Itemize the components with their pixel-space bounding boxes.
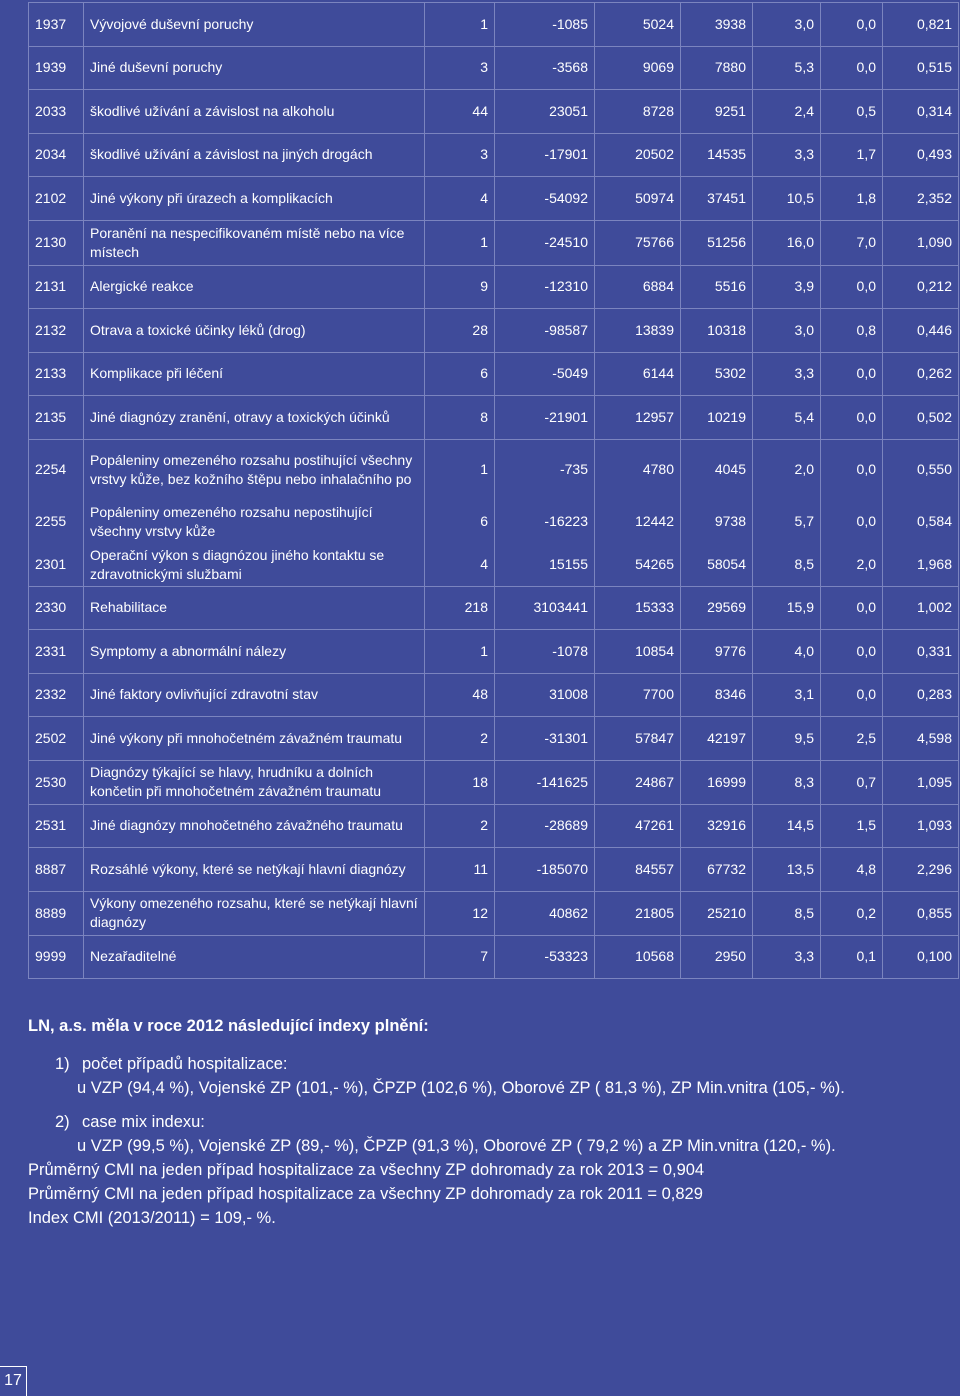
value-cell-c7: 1,968 xyxy=(883,543,959,586)
value-cell-c5: 4,0 xyxy=(753,630,821,674)
value-cell-c3: 50974 xyxy=(595,177,681,221)
value-cell-c2: 3103441 xyxy=(495,586,595,630)
drg-code-cell: 2531 xyxy=(29,804,84,848)
value-cell-c7: 4,598 xyxy=(883,717,959,761)
value-cell-c5: 3,3 xyxy=(753,935,821,979)
table-row xyxy=(29,586,959,630)
cmi-index-line: Index CMI (2013/2011) = 109,- %. xyxy=(28,1209,276,1227)
table-row xyxy=(29,630,959,674)
value-cell-c6: 1,5 xyxy=(821,804,883,848)
table-row xyxy=(29,3,959,47)
value-cell-c6: 0,7 xyxy=(821,760,883,804)
page-number: 17 xyxy=(0,1366,27,1396)
table-row xyxy=(29,265,959,309)
value-cell-c3: 8728 xyxy=(595,90,681,134)
table-row xyxy=(29,177,959,221)
drg-code-cell: 2135 xyxy=(29,396,84,440)
value-cell-c7: 0,446 xyxy=(883,309,959,353)
drg-name-cell: Rozsáhlé výkony, které se netýkají hlavní diagnózy xyxy=(84,848,425,892)
value-cell-c6: 1,8 xyxy=(821,177,883,221)
drg-code-cell: 2332 xyxy=(29,673,84,717)
drg-name-cell: Jiné výkony při úrazech a komplikacích xyxy=(84,177,425,221)
value-cell-c6: 0,0 xyxy=(821,46,883,90)
value-cell-c2: -17901 xyxy=(495,133,595,177)
item-hospitalization xyxy=(55,1052,928,1100)
drg-code-cell: 8889 xyxy=(29,891,84,935)
value-cell-c1: 12 xyxy=(425,891,495,935)
value-cell-c5: 3,0 xyxy=(753,309,821,353)
drg-code-cell: 2130 xyxy=(29,220,84,265)
summary-text xyxy=(28,1014,928,1230)
value-cell-c6: 0,0 xyxy=(821,586,883,630)
value-cell-c6: 0,5 xyxy=(821,90,883,134)
value-cell-c2: -5049 xyxy=(495,352,595,396)
value-cell-c7: 0,855 xyxy=(883,891,959,935)
value-cell-c2: -28689 xyxy=(495,804,595,848)
drg-code-cell: 2102 xyxy=(29,177,84,221)
value-cell-c4: 8346 xyxy=(681,673,753,717)
drg-code-cell: 2530 xyxy=(29,760,84,804)
value-cell-c6: 0,8 xyxy=(821,309,883,353)
value-cell-c5: 3,1 xyxy=(753,673,821,717)
value-cell-c5: 8,5 xyxy=(753,543,821,586)
table-row xyxy=(29,396,959,440)
value-cell-c7: 0,100 xyxy=(883,935,959,979)
drg-name-cell: Rehabilitace xyxy=(84,586,425,630)
value-cell-c1: 48 xyxy=(425,673,495,717)
value-cell-c6: 0,0 xyxy=(821,265,883,309)
value-cell-c4: 9776 xyxy=(681,630,753,674)
value-cell-c6: 0,2 xyxy=(821,891,883,935)
value-cell-c4: 37451 xyxy=(681,177,753,221)
drg-code-cell: 2301 xyxy=(29,543,84,586)
value-cell-c2: -98587 xyxy=(495,309,595,353)
value-cell-c2: -185070 xyxy=(495,848,595,892)
value-cell-c6: 0,0 xyxy=(821,352,883,396)
value-cell-c4: 2950 xyxy=(681,935,753,979)
value-cell-c3: 12442 xyxy=(595,500,681,543)
drg-name-cell: Popáleniny omezeného rozsahu nepostihující všechny vrstvy kůže xyxy=(84,500,425,543)
value-cell-c1: 4 xyxy=(425,177,495,221)
value-cell-c3: 12957 xyxy=(595,396,681,440)
drg-name-cell: Jiné diagnózy zranění, otravy a toxických účinků xyxy=(84,396,425,440)
drg-code-cell: 1937 xyxy=(29,3,84,47)
value-cell-c7: 0,331 xyxy=(883,630,959,674)
value-cell-c1: 1 xyxy=(425,3,495,47)
table-row xyxy=(29,439,959,500)
table-row xyxy=(29,90,959,134)
drg-code-cell: 2034 xyxy=(29,133,84,177)
value-cell-c4: 9251 xyxy=(681,90,753,134)
table-row xyxy=(29,717,959,761)
value-cell-c7: 1,090 xyxy=(883,220,959,265)
value-cell-c6: 1,7 xyxy=(821,133,883,177)
cmi-2011-line: Průměrný CMI na jeden případ hospitalizace za všechny ZP dohromady za rok 2011 = 0,829 xyxy=(28,1185,703,1203)
value-cell-c3: 84557 xyxy=(595,848,681,892)
value-cell-c1: 2 xyxy=(425,717,495,761)
value-cell-c1: 1 xyxy=(425,630,495,674)
table-row xyxy=(29,220,959,265)
value-cell-c4: 10219 xyxy=(681,396,753,440)
value-cell-c1: 6 xyxy=(425,500,495,543)
summary-heading: LN, a.s. měla v roce 2012 následující indexy plnění: xyxy=(28,1017,429,1035)
value-cell-c2: -21901 xyxy=(495,396,595,440)
drg-name-cell: Komplikace při léčení xyxy=(84,352,425,396)
value-cell-c6: 0,0 xyxy=(821,630,883,674)
value-cell-c6: 0,0 xyxy=(821,396,883,440)
drg-code-cell: 8887 xyxy=(29,848,84,892)
value-cell-c3: 13839 xyxy=(595,309,681,353)
value-cell-c6: 0,0 xyxy=(821,3,883,47)
table-row xyxy=(29,133,959,177)
item-number: 2) xyxy=(55,1113,70,1131)
value-cell-c1: 44 xyxy=(425,90,495,134)
value-cell-c3: 10568 xyxy=(595,935,681,979)
drg-name-cell: Výkony omezeného rozsahu, které se netýkají hlavní diagnózy xyxy=(84,891,425,935)
value-cell-c5: 8,3 xyxy=(753,760,821,804)
value-cell-c3: 20502 xyxy=(595,133,681,177)
value-cell-c2: -735 xyxy=(495,439,595,500)
value-cell-c6: 0,0 xyxy=(821,500,883,543)
value-cell-c2: -141625 xyxy=(495,760,595,804)
table-row xyxy=(29,543,959,586)
value-cell-c4: 4045 xyxy=(681,439,753,500)
value-cell-c4: 5302 xyxy=(681,352,753,396)
value-cell-c3: 47261 xyxy=(595,804,681,848)
value-cell-c1: 18 xyxy=(425,760,495,804)
drg-name-cell: Jiné duševní poruchy xyxy=(84,46,425,90)
value-cell-c5: 2,0 xyxy=(753,439,821,500)
value-cell-c6: 0,1 xyxy=(821,935,883,979)
table-row xyxy=(29,935,959,979)
drg-code-cell: 2033 xyxy=(29,90,84,134)
value-cell-c4: 3938 xyxy=(681,3,753,47)
value-cell-c2: -31301 xyxy=(495,717,595,761)
table-row xyxy=(29,46,959,90)
value-cell-c5: 13,5 xyxy=(753,848,821,892)
value-cell-c1: 3 xyxy=(425,133,495,177)
table-row xyxy=(29,500,959,543)
value-cell-c4: 42197 xyxy=(681,717,753,761)
value-cell-c3: 10854 xyxy=(595,630,681,674)
value-cell-c7: 2,352 xyxy=(883,177,959,221)
drg-code-cell: 2131 xyxy=(29,265,84,309)
drg-name-cell: škodlivé užívání a závislost na jiných drogách xyxy=(84,133,425,177)
value-cell-c3: 6884 xyxy=(595,265,681,309)
drg-code-cell: 2331 xyxy=(29,630,84,674)
drg-name-cell: Nezařaditelné xyxy=(84,935,425,979)
table-body xyxy=(29,3,959,979)
value-cell-c7: 1,093 xyxy=(883,804,959,848)
item-detail: u VZP (99,5 %), Vojenské ZP (89,- %), ČPZP (91,3 %), Oborové ZP ( 79,2 %) a ZP Min.vnitra (120,- %). xyxy=(77,1137,836,1155)
value-cell-c2: -24510 xyxy=(495,220,595,265)
drg-name-cell: Operační výkon s diagnózou jiného kontaktu se zdravotnickými službami xyxy=(84,543,425,586)
value-cell-c5: 8,5 xyxy=(753,891,821,935)
value-cell-c2: 15155 xyxy=(495,543,595,586)
value-cell-c1: 11 xyxy=(425,848,495,892)
value-cell-c3: 57847 xyxy=(595,717,681,761)
value-cell-c7: 1,002 xyxy=(883,586,959,630)
value-cell-c2: -1078 xyxy=(495,630,595,674)
drg-name-cell: Diagnózy týkající se hlavy, hrudníku a dolních končetin při mnohočetném závažném traumatu xyxy=(84,760,425,804)
value-cell-c5: 2,4 xyxy=(753,90,821,134)
drg-name-cell: Jiné diagnózy mnohočetného závažného traumatu xyxy=(84,804,425,848)
value-cell-c5: 5,3 xyxy=(753,46,821,90)
drg-name-cell: Jiné výkony při mnohočetném závažném traumatu xyxy=(84,717,425,761)
drg-name-cell: Poranění na nespecifikovaném místě nebo na více místech xyxy=(84,220,425,265)
drg-name-cell: Jiné faktory ovlivňující zdravotní stav xyxy=(84,673,425,717)
value-cell-c6: 2,0 xyxy=(821,543,883,586)
drg-name-cell: Alergické reakce xyxy=(84,265,425,309)
value-cell-c4: 14535 xyxy=(681,133,753,177)
cmi-2013-line: Průměrný CMI na jeden případ hospitalizace za všechny ZP dohromady za rok 2013 = 0,904 xyxy=(28,1161,705,1179)
drg-code-cell: 1939 xyxy=(29,46,84,90)
drg-code-cell: 2254 xyxy=(29,439,84,500)
value-cell-c6: 0,0 xyxy=(821,673,883,717)
value-cell-c1: 28 xyxy=(425,309,495,353)
value-cell-c1: 4 xyxy=(425,543,495,586)
value-cell-c1: 9 xyxy=(425,265,495,309)
value-cell-c7: 0,821 xyxy=(883,3,959,47)
value-cell-c4: 51256 xyxy=(681,220,753,265)
drg-code-cell: 9999 xyxy=(29,935,84,979)
value-cell-c7: 0,493 xyxy=(883,133,959,177)
value-cell-c7: 1,095 xyxy=(883,760,959,804)
value-cell-c2: 23051 xyxy=(495,90,595,134)
value-cell-c3: 75766 xyxy=(595,220,681,265)
value-cell-c3: 24867 xyxy=(595,760,681,804)
value-cell-c1: 218 xyxy=(425,586,495,630)
value-cell-c5: 3,0 xyxy=(753,3,821,47)
value-cell-c4: 7880 xyxy=(681,46,753,90)
item-title: case mix indexu: xyxy=(82,1113,205,1131)
item-case-mix xyxy=(55,1110,928,1158)
drg-code-cell: 2133 xyxy=(29,352,84,396)
value-cell-c6: 4,8 xyxy=(821,848,883,892)
item-number: 1) xyxy=(55,1055,70,1073)
table-row xyxy=(29,891,959,935)
value-cell-c6: 2,5 xyxy=(821,717,883,761)
value-cell-c3: 5024 xyxy=(595,3,681,47)
value-cell-c3: 7700 xyxy=(595,673,681,717)
value-cell-c4: 29569 xyxy=(681,586,753,630)
drg-name-cell: Vývojové duševní poruchy xyxy=(84,3,425,47)
value-cell-c3: 21805 xyxy=(595,891,681,935)
table-row xyxy=(29,804,959,848)
value-cell-c4: 5516 xyxy=(681,265,753,309)
value-cell-c5: 14,5 xyxy=(753,804,821,848)
value-cell-c2: -3568 xyxy=(495,46,595,90)
table-row xyxy=(29,848,959,892)
value-cell-c2: -16223 xyxy=(495,500,595,543)
item-title: počet případů hospitalizace: xyxy=(82,1055,288,1073)
value-cell-c4: 58054 xyxy=(681,543,753,586)
drg-code-cell: 2502 xyxy=(29,717,84,761)
value-cell-c4: 25210 xyxy=(681,891,753,935)
value-cell-c4: 10318 xyxy=(681,309,753,353)
value-cell-c7: 0,502 xyxy=(883,396,959,440)
value-cell-c4: 9738 xyxy=(681,500,753,543)
value-cell-c2: -53323 xyxy=(495,935,595,979)
value-cell-c5: 10,5 xyxy=(753,177,821,221)
value-cell-c7: 0,314 xyxy=(883,90,959,134)
value-cell-c2: -1085 xyxy=(495,3,595,47)
value-cell-c5: 15,9 xyxy=(753,586,821,630)
value-cell-c3: 15333 xyxy=(595,586,681,630)
value-cell-c3: 4780 xyxy=(595,439,681,500)
table-row xyxy=(29,760,959,804)
value-cell-c7: 0,584 xyxy=(883,500,959,543)
value-cell-c3: 54265 xyxy=(595,543,681,586)
value-cell-c1: 2 xyxy=(425,804,495,848)
drg-code-cell: 2255 xyxy=(29,500,84,543)
value-cell-c7: 0,262 xyxy=(883,352,959,396)
table-row xyxy=(29,309,959,353)
drg-name-cell: škodlivé užívání a závislost na alkoholu xyxy=(84,90,425,134)
item-detail: u VZP (94,4 %), Vojenské ZP (101,- %), ČPZP (102,6 %), Oborové ZP ( 81,3 %), ZP Min.vnitra (105,- %). xyxy=(77,1079,845,1097)
value-cell-c1: 3 xyxy=(425,46,495,90)
value-cell-c7: 0,515 xyxy=(883,46,959,90)
value-cell-c5: 3,3 xyxy=(753,352,821,396)
value-cell-c4: 32916 xyxy=(681,804,753,848)
value-cell-c1: 1 xyxy=(425,220,495,265)
value-cell-c4: 67732 xyxy=(681,848,753,892)
value-cell-c1: 1 xyxy=(425,439,495,500)
value-cell-c2: -12310 xyxy=(495,265,595,309)
value-cell-c2: -54092 xyxy=(495,177,595,221)
value-cell-c2: 31008 xyxy=(495,673,595,717)
value-cell-c5: 3,9 xyxy=(753,265,821,309)
value-cell-c5: 16,0 xyxy=(753,220,821,265)
drg-table xyxy=(28,2,959,979)
value-cell-c7: 0,212 xyxy=(883,265,959,309)
value-cell-c1: 6 xyxy=(425,352,495,396)
drg-name-cell: Popáleniny omezeného rozsahu postihující všechny vrstvy kůže, bez kožního štěpu nebo inhalačního po xyxy=(84,439,425,500)
value-cell-c7: 0,550 xyxy=(883,439,959,500)
value-cell-c6: 7,0 xyxy=(821,220,883,265)
table-row xyxy=(29,352,959,396)
value-cell-c7: 2,296 xyxy=(883,848,959,892)
value-cell-c5: 3,3 xyxy=(753,133,821,177)
drg-code-cell: 2330 xyxy=(29,586,84,630)
value-cell-c1: 7 xyxy=(425,935,495,979)
value-cell-c4: 16999 xyxy=(681,760,753,804)
value-cell-c7: 0,283 xyxy=(883,673,959,717)
value-cell-c5: 9,5 xyxy=(753,717,821,761)
drg-name-cell: Otrava a toxické účinky léků (drog) xyxy=(84,309,425,353)
value-cell-c5: 5,4 xyxy=(753,396,821,440)
value-cell-c1: 8 xyxy=(425,396,495,440)
value-cell-c5: 5,7 xyxy=(753,500,821,543)
drg-code-cell: 2132 xyxy=(29,309,84,353)
value-cell-c2: 40862 xyxy=(495,891,595,935)
value-cell-c3: 9069 xyxy=(595,46,681,90)
table-row xyxy=(29,673,959,717)
drg-name-cell: Symptomy a abnormální nálezy xyxy=(84,630,425,674)
value-cell-c6: 0,0 xyxy=(821,439,883,500)
value-cell-c3: 6144 xyxy=(595,352,681,396)
